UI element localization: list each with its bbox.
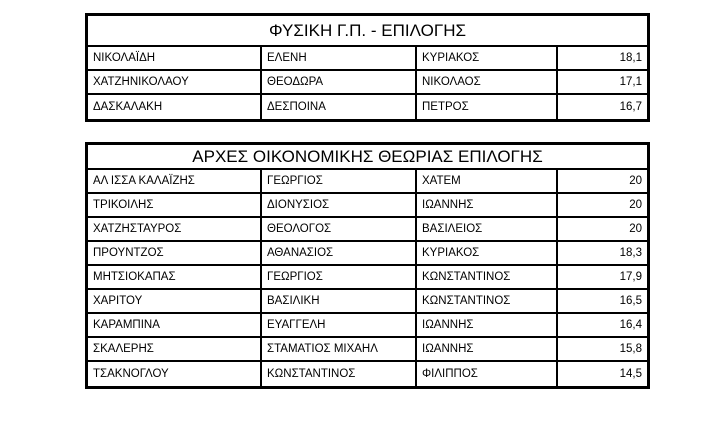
- grade-cell: 16,5: [556, 290, 647, 312]
- grade-cell: 20: [556, 194, 647, 216]
- first-name-cell: ΕΛΕΝΗ: [260, 47, 415, 69]
- father-name-cell: ΠΕΤΡΟΣ: [415, 95, 556, 119]
- surname-cell: ΑΛ ΙΣΣΑ ΚΑΛΑΪΖΗΣ: [93, 175, 195, 187]
- father-name-cell: ΚΥΡΙΑΚΟΣ: [415, 47, 556, 69]
- grade-table: [85, 142, 650, 389]
- father-name-cell: ΦΙΛΙΠΠΟΣ: [415, 362, 556, 386]
- father-name-cell: ΚΩΝΣΤΑΝΤΙΝΟΣ: [415, 266, 556, 288]
- surname-cell: ΧΑΤΖΗΣΤΑΥΡΟΣ: [93, 223, 182, 235]
- first-name-cell: ΚΩΝΣΤΑΝΤΙΝΟΣ: [260, 362, 415, 386]
- first-name-cell: ΕΥΑΓΓΕΛΗ: [260, 314, 415, 336]
- table-row: [88, 194, 647, 218]
- first-name-cell: ΓΕΩΡΓΙΟΣ: [260, 266, 415, 288]
- table-rows: [88, 47, 647, 119]
- grade-cell: 15,8: [556, 338, 647, 360]
- table-row: [88, 170, 647, 194]
- table-row: [88, 338, 647, 362]
- first-name-cell: ΔΕΣΠΟΙΝΑ: [260, 95, 415, 119]
- grade-cell: 16,7: [556, 95, 647, 119]
- first-name-cell: ΔΙΟΝΥΣΙΟΣ: [260, 194, 415, 216]
- grade-cell: 18,1: [556, 47, 647, 69]
- table-title: ΦΥΣΙΚΗ Γ.Π. - ΕΠΙΛΟΓΗΣ: [88, 16, 647, 47]
- surname-cell: ΤΡΙΚΟΙΛΗΣ: [93, 199, 154, 211]
- table-row: [88, 242, 647, 266]
- grade-cell: 17,1: [556, 71, 647, 93]
- first-name-cell: ΓΕΩΡΓΙΟΣ: [260, 170, 415, 192]
- surname-cell: ΠΡΟΥΝΤΖΟΣ: [93, 247, 164, 259]
- father-name-cell: ΒΑΣΙΛΕΙΟΣ: [415, 218, 556, 240]
- first-name-cell: ΘΕΟΔΩΡΑ: [260, 71, 415, 93]
- grade-table: [85, 13, 650, 122]
- surname-cell: ΧΑΡΙΤΟΥ: [93, 295, 143, 307]
- surname-cell: ΧΑΤΖΗΝΙΚΟΛΑΟΥ: [93, 76, 189, 88]
- father-name-cell: ΚΥΡΙΑΚΟΣ: [415, 242, 556, 264]
- surname-cell: ΣΚΑΛΕΡΗΣ: [93, 343, 154, 355]
- grade-cell: 17,9: [556, 266, 647, 288]
- table-rows: [88, 170, 647, 386]
- table-title: ΑΡΧΕΣ ΟΙΚΟΝΟΜΙΚΗΣ ΘΕΩΡΙΑΣ ΕΠΙΛΟΓΗΣ: [88, 145, 647, 170]
- surname-cell: ΚΑΡΑΜΠΙΝΑ: [93, 319, 160, 331]
- first-name-cell: ΘΕΟΛΟΓΟΣ: [260, 218, 415, 240]
- surname-cell: ΜΗΤΣΙΟΚΑΠΑΣ: [93, 271, 176, 283]
- table-row: [88, 47, 647, 71]
- table-row: [88, 290, 647, 314]
- father-name-cell: ΙΩΑΝΝΗΣ: [415, 194, 556, 216]
- father-name-cell: ΙΩΑΝΝΗΣ: [415, 314, 556, 336]
- surname-cell: ΤΣΑΚΝΟΓΛΟΥ: [93, 368, 169, 380]
- grade-cell: 20: [556, 218, 647, 240]
- father-name-cell: ΙΩΑΝΝΗΣ: [415, 338, 556, 360]
- grade-cell: 16,4: [556, 314, 647, 336]
- first-name-cell: ΑΘΑΝΑΣΙΟΣ: [260, 242, 415, 264]
- first-name-cell: ΒΑΣΙΛΙΚΗ: [260, 290, 415, 312]
- table-row: [88, 314, 647, 338]
- table-row: [88, 218, 647, 242]
- grade-cell: 20: [556, 170, 647, 192]
- grade-cell: 14,5: [556, 362, 647, 386]
- first-name-cell: ΣΤΑΜΑΤΙΟΣ ΜΙΧΑΗΛ: [260, 338, 415, 360]
- surname-cell: ΝΙΚΟΛΑΪΔΗ: [93, 52, 156, 64]
- table-row: [88, 95, 647, 119]
- surname-cell: ΔΑΣΚΑΛΑΚΗ: [93, 101, 163, 113]
- father-name-cell: ΚΩΝΣΤΑΝΤΙΝΟΣ: [415, 290, 556, 312]
- table-row: [88, 71, 647, 95]
- grade-cell: 18,3: [556, 242, 647, 264]
- father-name-cell: ΝΙΚΟΛΑΟΣ: [415, 71, 556, 93]
- table-row: [88, 266, 647, 290]
- father-name-cell: ΧΑΤΕΜ: [415, 170, 556, 192]
- table-row: [88, 362, 647, 386]
